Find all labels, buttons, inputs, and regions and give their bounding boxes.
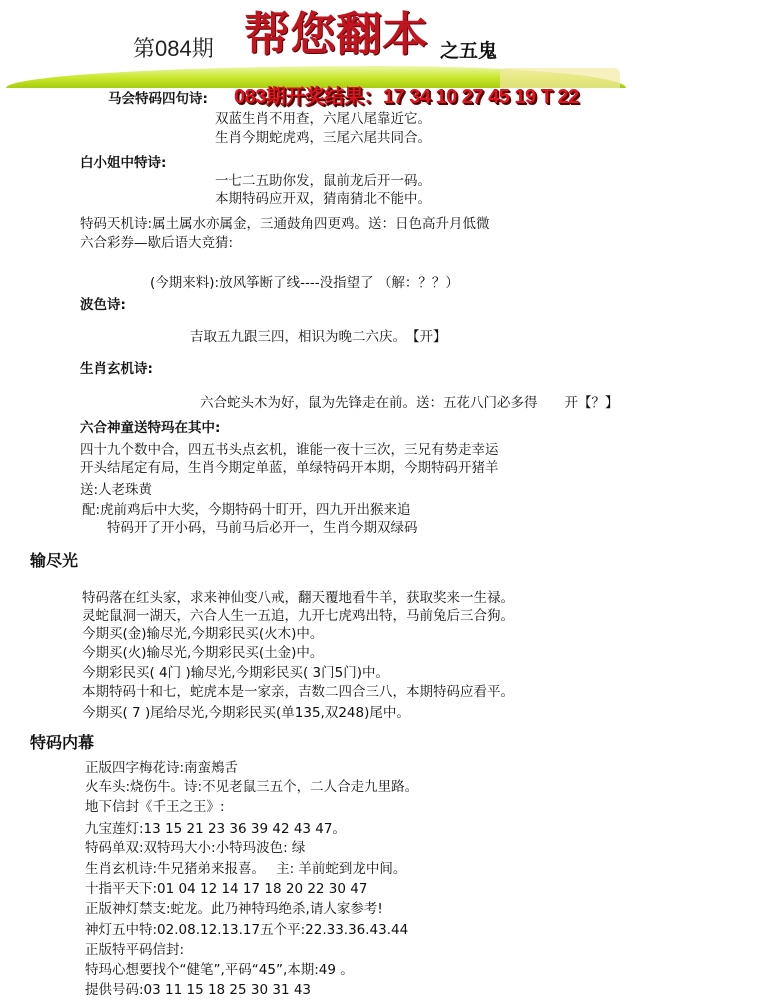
house-decoration [500, 68, 620, 88]
shujinguang-line: 特码落在红头家，求来神仙变八戒，翻天覆地看牛羊，获取奖来一生禄。 [82, 590, 514, 606]
bose-label: 波色诗: [80, 297, 126, 313]
shentong-label: 六合神童送特玛在其中: [80, 420, 221, 436]
neimu-line: 生肖玄机诗:牛兄猪弟来报喜。 主: 羊前蛇到龙中间。 [85, 861, 407, 877]
song-text: 人老珠黄 [98, 482, 153, 498]
previous-result: 083期开奖结果：17 34 10 27 45 19 T 22 [234, 86, 579, 108]
poem-line: 一七二五助你发，鼠前龙后开一码。 [215, 173, 431, 189]
neimu-line: 正版特平码信封: [85, 942, 185, 958]
shentong-line: 四十九个数中合，四五书头点玄机，谁能一夜十三次，三兄有势走幸运 [80, 442, 499, 458]
shujinguang-line: 今期买(火)输尽光,今期彩民买(土金)中。 [82, 645, 324, 661]
shujinguang-line: 今期彩民买( 4门 )输尽光,今期彩民买( 3门5门)中。 [82, 665, 389, 681]
neimu-line: 火车头:烧伤牛。诗:不见老鼠三五个，二人合走九里路。 [85, 779, 419, 795]
song-label: 送: [80, 482, 99, 498]
shujinguang-line: 灵蛇鼠洞一湖天，六合人生一五追，九开七虎鸡出特，马前兔后三合狗。 [82, 608, 514, 624]
neimu-line: 特玛心想要找个“健笔”,平码“45”,本期:49 。 [85, 962, 354, 978]
logo-title: 帮您翻本 [244, 7, 428, 61]
xiehouyu-label: 六合彩券—歇后语大竞猜: [80, 235, 234, 251]
neimu-line: 十指平天下:01 04 12 14 17 18 20 22 30 47 [85, 881, 368, 897]
pei-label: 配: [82, 502, 101, 518]
logo-subtitle: 之五鬼 [440, 40, 498, 62]
song-line [80, 481, 152, 499]
neimu-line: 正版四字梅花诗:南蛮鴂舌 [85, 760, 239, 776]
tianji-line [80, 215, 490, 233]
baixiaojie-label: 白小姐中特诗: [80, 155, 167, 171]
shentong-line: 开头结尾定有局，生肖今期定单蓝，单绿特码开本期，今期特码开猪羊 [80, 460, 499, 476]
xiehouyu-text: 放风筝断了线----没指望了 （解：？？） [219, 275, 459, 291]
mahui-label: 马会特码四句诗: [108, 91, 208, 107]
neimu-line: 特码单双:双特玛大小:小特玛波色: 绿 [85, 840, 306, 856]
poem-line: 本期特码应开双，猜南猜北不能中。 [215, 191, 431, 207]
pei-line [82, 501, 411, 519]
neimu-line: 神灯五中特:02.08.12.13.17五个平:22.33.36.43.44 [85, 922, 409, 938]
tianji-text: 属土属水亦属金，三通鼓角四更鸡。送：日色高升月低微 [152, 216, 490, 232]
pei-text: 虎前鸡后中大奖，今期特码十盯开，四九开出猴来追 [100, 502, 411, 518]
issue-number: 第084期 [133, 36, 214, 61]
neimu-line: 提供号码:03 11 15 18 25 30 31 43 [85, 982, 312, 998]
source-label: (今期来料): [150, 275, 220, 291]
shujinguang-line: 今期买(金)输尽光,今期彩民买(火木)中。 [82, 626, 324, 642]
poem-line: 生肖今期蛇虎鸡，三尾六尾共同合。 [215, 130, 431, 146]
neimu-line: 正版神灯禁支:蛇龙。此乃神特玛绝杀,请人家参考! [85, 901, 383, 917]
section-title: 特码内幕 [30, 733, 95, 752]
xiehouyu-line [150, 274, 459, 292]
tianji-label: 特码天机诗: [80, 216, 153, 232]
bose-text: 吉取五九跟三四，相识为晚二六庆。 【开】 [190, 329, 447, 345]
shujinguang-line: 今期买( 7 )尾给尽光,今期彩民买(单135,双248)尾中。 [82, 705, 410, 721]
neimu-line: 地下信封《千王之王》: [85, 799, 225, 815]
poem-line: 双蓝生肖不用查，六尾八尾靠近它。 [215, 111, 431, 127]
pei-line: 特码开了开小码，马前马后必开一，生肖今期双绿码 [107, 520, 418, 536]
shengxiao-label: 生肖玄机诗: [80, 361, 153, 377]
shengxiao-text: 六合蛇头木为好，鼠为先锋走在前。送：五花八门必多得 开【？】 [200, 395, 619, 411]
section-title: 输尽光 [30, 551, 79, 570]
neimu-line: 九宝莲灯:13 15 21 23 36 39 42 43 47。 [85, 821, 346, 837]
shujinguang-line: 本期特码十和七，蛇虎本是一家亲，吉数二四合三八，本期特码应看平。 [82, 684, 514, 700]
